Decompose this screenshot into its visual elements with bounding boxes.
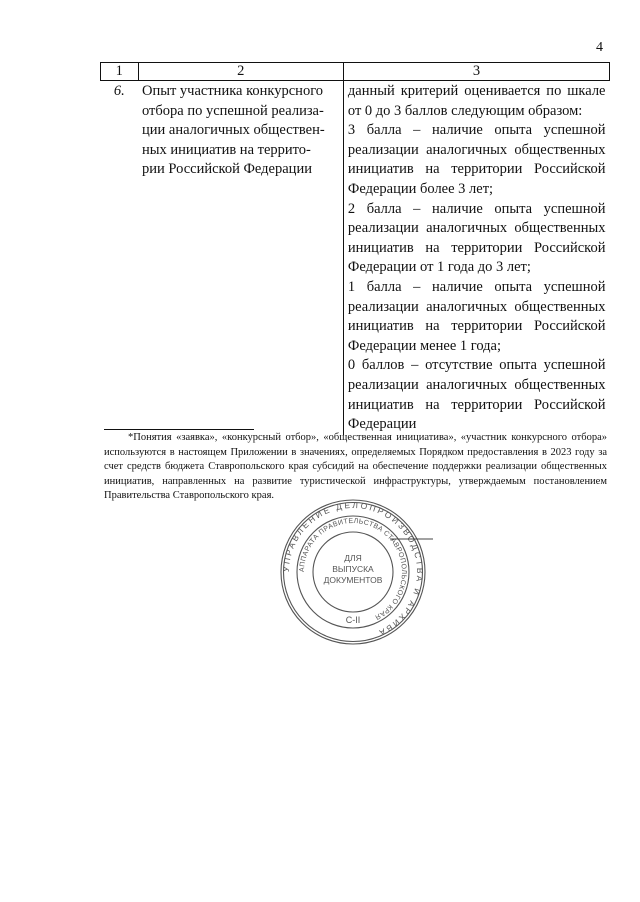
criterion-line: ции аналогичных обществен- [142,122,325,139]
footnote-divider [104,429,254,430]
official-stamp [268,497,438,647]
column-header-2: 2 [138,63,343,81]
table-row [101,81,610,435]
evaluation-item-0: 0 баллов – отсутствие опыта успешной реализации аналогичных общественных инициатив на территории Российской Федерации [347,357,606,433]
page-number: 4 [596,40,603,55]
evaluation-item-1: 1 балла – наличие опыта успешной реализации аналогичных общественных инициатив на территории Российской Федерации менее 1 года; [347,278,606,354]
evaluation-item-2: 2 балла – наличие опыта успешной реализации аналогичных общественных инициатив на территории Российской Федерации от 1 года до 3 лет; [347,200,606,276]
column-header-3: 3 [343,63,609,81]
column-header-1: 1 [101,63,139,81]
criterion-line: отбора по успешной реализа- [142,102,324,119]
criteria-table [100,62,610,435]
stamp-inner-text: АППАРАТА ПРАВИТЕЛЬСТВА СТАВРОПОЛЬСКОГО КРАЯ [298,517,408,621]
stamp-outer-text: УПРАВЛЕНИЕ ДЕЛОПРОИЗВОДСТВА И АРХИВА [280,499,426,639]
stamp-center-line: ДОКУМЕНТОВ [323,575,383,585]
stamp-center-line: ДЛЯ [344,553,362,563]
evaluation-item-3: 3 балла – наличие опыта успешной реализации аналогичных общественных инициатив на территории Российской Федерации более 3 лет; [347,122,606,197]
footnote: *Понятия «заявка», «конкурсный отбор», «общественная инициатива», «участник конкурсного отбора» используются в настоящем Приложении в значениях, определяемых Порядком предоставления в 2023 году за счет средств бюджета Ставропольского края субсидий на обеспечение поддержки реализации общественных инициатив, направленных на развитие туристической инфраструктуры, утверждаемым постановлением Правительства Ставропольского края. [104,432,607,501]
stamp-code: С-II [345,615,361,625]
criterion-line: Опыт участника конкурсного [142,83,324,99]
criterion-line: рии Российской Федерации [142,161,312,178]
evaluation-intro: данный критерий оценивается по шкале от 0 до 3 баллов следующим образом: [347,83,606,119]
criterion-cell [138,81,343,435]
evaluation-cell [343,81,609,435]
table-header-row [101,63,610,81]
stamp-center-line: ВЫПУСКА [332,564,374,574]
row-number: 6. [113,83,125,99]
criterion-line: ных инициатив на террито- [142,141,311,158]
